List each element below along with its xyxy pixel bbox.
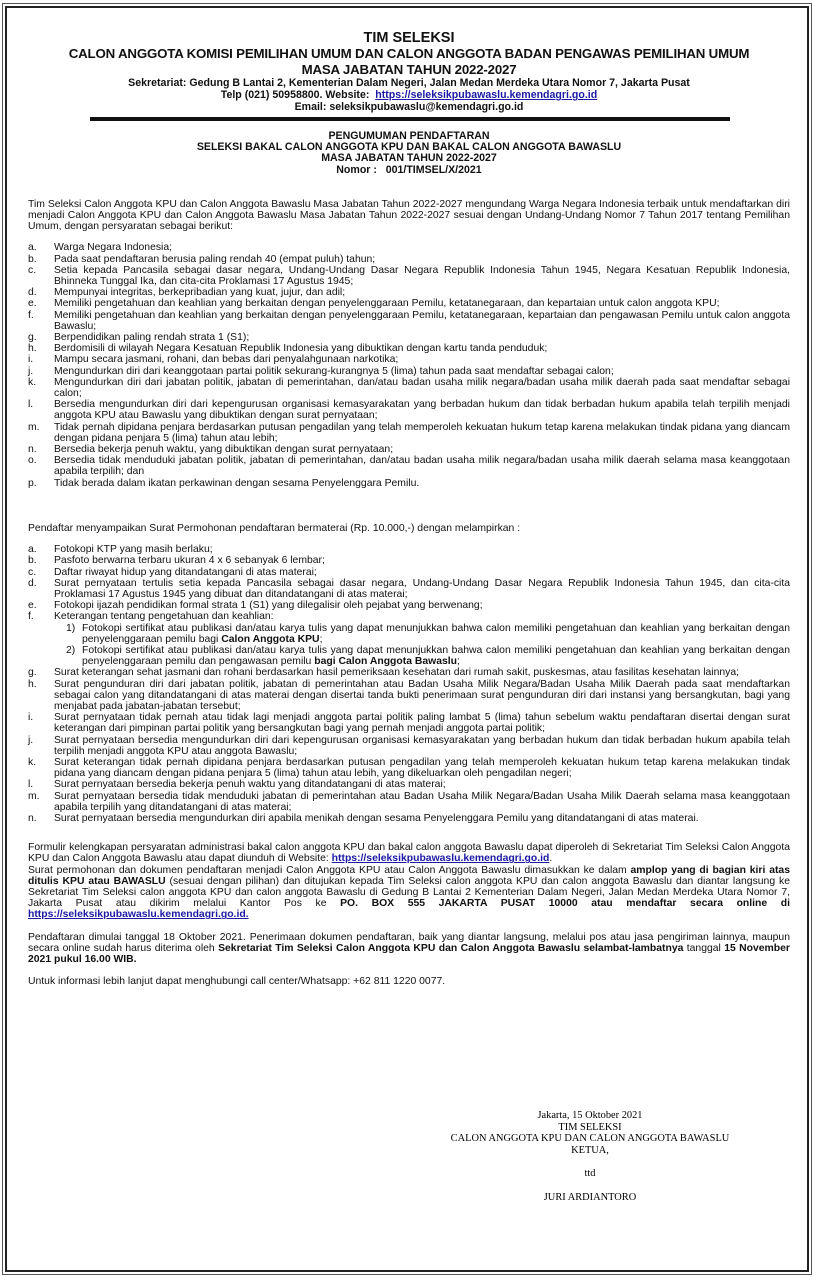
list-marker: a. xyxy=(28,544,37,556)
letterhead-address: Sekretariat: Gedung B Lantai 2, Kementerian Dalam Negeri, Jalan Medan Merdeka Utara Nomor 7, Jakarta Pusat xyxy=(128,77,690,89)
list-text: Fotokopi KTP yang masih berlaku; xyxy=(54,544,213,556)
list-text: Bersedia mengundurkan diri dari kepengurusan organisasi kemasyarakatan yang berbadan hukum dan tidak berbadan hukum apabila telah terpilih menjadi anggota KPU atau Bawaslu yang dibuktikan dengan surat pernyataan; xyxy=(54,399,790,422)
list-text: Daftar riwayat hidup yang ditandatangani di atas materai; xyxy=(54,566,317,578)
list-item xyxy=(28,242,790,253)
sub-list-tail: ; xyxy=(457,656,460,668)
letterhead-title: TIM SELEKSI xyxy=(363,30,455,46)
announcement-title: PENGUMUMAN PENDAFTARAN xyxy=(328,130,490,142)
sub-list-item xyxy=(66,645,790,667)
list-item xyxy=(28,254,790,265)
list-item xyxy=(28,298,790,309)
list-marker: k. xyxy=(28,376,37,388)
letterhead-subtitle: CALON ANGGOTA KOMISI PEMILIHAN UMUM DAN CALON ANGGOTA BADAN PENGAWAS PEMILIHAN UMUM xyxy=(68,46,750,61)
list-marker: i. xyxy=(28,712,34,724)
list-text: Mempunyai integritas, berkepribadian yang kuat, jujur, dan adil; xyxy=(54,287,346,299)
list-item xyxy=(28,779,790,790)
letterhead xyxy=(28,30,790,113)
list-text: Mengundurkan diri dari keanggotaan partai politik sekurang-kurangnya 5 (lima) tahun pada saat mendaftar sebagai calon; xyxy=(54,365,614,377)
list-item xyxy=(28,455,790,477)
sub-list xyxy=(54,623,790,668)
list-marker: j. xyxy=(28,365,34,377)
list-text: Setia kepada Pancasila sebagai dasar negara, Undang-Undang Dasar Negara Republik Indonesia Tahun 1945, Negara Kesatuan Republik Indonesia, Bhinneka Tunggal Ika, dan cita-cita Proklamasi 17 Agustus 1945; xyxy=(54,264,790,288)
list-marker: k. xyxy=(28,756,37,768)
letterhead-divider xyxy=(90,117,730,121)
submission-paragraph xyxy=(28,865,790,921)
list-item xyxy=(28,265,790,287)
submission-text-2: (sesuai dengan pilihan) dan ditujukan kepada Tim Seleksi calon anggota KPU dan calon anggota Bawaslu dan diantar langsung ke Sekretariat Tim Seleksi calon anggota KPU dan calon anggota Bawaslu di Gedung B Lantai 2 Kementerian Dalam Negeri, Jalan Medan Merdeka Utara Nomor 7, Jakarta Pusat atau dikirim melalui Kantor Pos ke xyxy=(28,875,790,910)
list-text: Pada saat pendaftaran berusia paling rendah 40 (empat puluh) tahun; xyxy=(54,253,376,265)
list-text: Mampu secara jasmani, rohani, dan bebas dari penyalahgunaan narkotika; xyxy=(54,354,399,366)
list-marker: m. xyxy=(28,421,40,433)
signature-ttd: ttd xyxy=(584,1168,596,1179)
list-marker: c. xyxy=(28,566,37,578)
list-marker: c. xyxy=(28,264,37,276)
document-page xyxy=(28,22,790,987)
list-item xyxy=(28,422,790,444)
sub-list-marker: 2) xyxy=(66,644,76,656)
list-text: Tidak berada dalam ikatan perkawinan dengan sesama Penyelenggara Pemilu. xyxy=(54,477,420,489)
announcement-heading xyxy=(28,131,790,176)
list-item xyxy=(28,444,790,455)
list-item xyxy=(28,287,790,298)
announcement-period: MASA JABATAN TAHUN 2022-2027 xyxy=(321,152,497,165)
list-text: Tidak pernah dipidana penjara berdasarkan putusan pengadilan yang telah memperoleh kekuatan hukum tetap karena melakukan tindak pidana yang diancam dengan pidana penjara 5 (lima) tahun atau lebih; xyxy=(54,421,790,444)
sub-list-bold: Calon Anggota KPU xyxy=(221,633,320,645)
sub-list-tail: ; xyxy=(319,633,323,645)
letterhead-email: Email: seleksikpubawaslu@kemendagri.go.id xyxy=(294,101,524,113)
list-marker: e. xyxy=(28,298,37,310)
list-text: Bersedia tidak menduduki jabatan politik, jabatan di pemerintahan, dan/atau badan usaha milik negara/badan usaha milik daerah selama masa keanggotaan apabila terpilih; dan xyxy=(54,455,790,478)
list-item xyxy=(28,679,790,713)
list-marker: i. xyxy=(28,354,34,366)
list-text: Warga Negara Indonesia; xyxy=(54,242,173,254)
list-marker: g. xyxy=(28,667,37,679)
list-item xyxy=(28,757,790,779)
signature-role: KETUA, xyxy=(571,1144,609,1156)
list-marker: h. xyxy=(28,343,37,355)
list-marker: f. xyxy=(28,309,34,321)
list-marker: h. xyxy=(28,678,37,690)
sub-list-text: Fotokopi sertifikat atau publikasi dan/atau karya tulis yang dapat menunjukkan bahwa calon memiliki pengetahuan dan keahlian yang berkaitan dengan penyelenggaraan pemilu dan pengawasan pemilu xyxy=(82,644,790,668)
list-item xyxy=(28,667,790,678)
list-item xyxy=(28,813,790,824)
list-marker: f. xyxy=(28,611,34,623)
letterhead-website-link[interactable]: https://seleksikpubawaslu.kemendagri.go.id xyxy=(375,89,598,101)
list-marker: n. xyxy=(28,444,37,456)
submission-website-link[interactable]: https://seleksikpubawaslu.kemendagri.go.id. xyxy=(28,909,249,921)
list-text: Surat pernyataan bersedia tidak menduduki jabatan di pemerintahan atau Badan Usaha Milik Negara/Badan Usaha Milik Daerah selama masa keanggotaan apabila terpilih yang ditandatangani di atas materai; xyxy=(54,790,790,813)
list-item xyxy=(28,578,790,600)
forms-text: Formulir kelengkapan persyaratan administrasi bakal calon anggota KPU dan bakal calon anggota Bawaslu dapat diperoleh di Sekretariat Tim Seleksi Calon Anggota KPU dan Calon Anggota Bawaslu atau dapat diunduh di Website: xyxy=(28,842,790,865)
list-item xyxy=(28,735,790,757)
list-text: Berpendidikan paling rendah strata 1 (S1); xyxy=(54,332,250,344)
list-text: Keterangan tentang pengetahuan dan keahlian: xyxy=(54,611,274,623)
schedule-paragraph xyxy=(28,932,790,966)
schedule-text-2: tanggal xyxy=(683,942,725,954)
list-text: Surat pernyataan bersedia mengundurkan diri apabila menikah dengan sesama Penyelenggara Pemilu yang ditandatangani di atas materai. xyxy=(54,812,699,824)
list-item xyxy=(28,712,790,734)
schedule-text-1: Pendaftaran dimulai tanggal 18 Oktober 2021. Penerimaan dokumen pendaftaran, baik yang diantar langsung, melalui pos atau jasa pengiriman lainnya, maupun secara online sudah harus diterima oleh xyxy=(28,931,790,954)
list-marker: m. xyxy=(28,790,40,802)
sub-list-marker: 1) xyxy=(66,622,76,634)
list-marker: d. xyxy=(28,287,37,299)
list-marker: n. xyxy=(28,812,37,824)
list-text: Fotokopi ijazah pendidikan formal strata 1 (S1) yang dilegalisir oleh pejabat yang berwenang; xyxy=(54,600,483,612)
sub-list-text: Fotokopi sertifikat atau publikasi dan/atau karya tulis yang dapat menunjukkan bahwa calon memiliki pengetahuan dan keahlian yang berkaitan dengan penyelenggaraan pemilu bagi xyxy=(82,622,790,645)
submission-text-1: Surat permohonan dan dokumen pendaftaran menjadi Calon Anggota KPU atau Calon Anggota Bawaslu dimasukkan ke dalam xyxy=(28,864,631,876)
sub-list-item xyxy=(66,623,790,645)
submission-bold-1: amplop yang di bagian kiri atas ditulis KPU atau BAWASLU xyxy=(28,864,790,887)
list-marker: b. xyxy=(28,253,37,265)
signature-org-1: TIM SELEKSI xyxy=(558,1121,622,1133)
letterhead-period: MASA JABATAN TAHUN 2022-2027 xyxy=(301,61,517,77)
contact-paragraph: Untuk informasi lebih lanjut dapat menghubungi call center/Whatsapp: +62 811 1220 0077. xyxy=(28,976,446,988)
list-marker: b. xyxy=(28,555,37,567)
list-item xyxy=(28,343,790,354)
forms-website-link[interactable]: https://seleksikpubawaslu.kemendagri.go.id xyxy=(331,853,550,865)
schedule-bold-1: Sekretariat Tim Seleksi Calon Anggota KPU dan Calon Anggota Bawaslu selambat-lambatnya xyxy=(218,942,684,954)
requirements-list xyxy=(28,242,790,488)
list-item xyxy=(28,567,790,578)
list-text: Surat pernyataan bersedia bekerja penuh waktu yang ditandatangani di atas materai; xyxy=(54,779,446,791)
signature-org-2: CALON ANGGOTA KPU DAN CALON ANGGOTA BAWASLU xyxy=(450,1133,730,1144)
list-item xyxy=(28,354,790,365)
list-text: Surat pernyataan tidak pernah atau tidak lagi menjadi anggota partai politik paling lambat 5 (lima) tahun sebelum waktu pendaftaran disertai dengan surat keterangan dari pimpinan partai politik yang bersangkutan bagi yang pernah menjadi anggota partai politik; xyxy=(54,712,790,735)
list-text: Berdomisili di wilayah Negara Kesatuan Republik Indonesia yang dibuktikan dengan kartu tanda penduduk; xyxy=(54,343,548,355)
list-marker: g. xyxy=(28,332,37,344)
list-marker: p. xyxy=(28,477,37,489)
announcement-number: Nomor : 001/TIMSEL/X/2021 xyxy=(336,163,482,176)
attachments-list xyxy=(28,544,790,824)
list-item xyxy=(28,611,790,667)
list-text: Surat keterangan sehat jasmani dan rohani berdasarkan hasil pemeriksaan kesehatan dari rumah sakit, puskesmas, atau fasilitas kesehatan lainnya; xyxy=(54,667,740,679)
list-item xyxy=(28,366,790,377)
signature-block xyxy=(430,1110,750,1203)
list-item xyxy=(28,377,790,399)
list-item xyxy=(28,791,790,813)
list-item xyxy=(28,332,790,343)
list-text: Pasfoto berwarna terbaru ukuran 4 x 6 sebanyak 6 lembar; xyxy=(54,555,325,567)
letterhead-phone: Telp (021) 50958800. Website: xyxy=(220,89,370,101)
sub-list-bold: bagi Calon Anggota Bawaslu xyxy=(314,656,458,668)
list-text: Memiliki pengetahuan dan keahlian yang berkaitan dengan penyelenggaraan Pemilu, ketatanegaraan, kepartaian dan pengawasan Pemilu untuk calon anggota Bawaslu; xyxy=(54,309,790,332)
list-text: Memiliki pengetahuan dan keahlian yang berkaitan dengan penyelenggaraan Pemilu, ketatanegaraan, dan kepartaian untuk calon anggota KPU; xyxy=(54,298,720,310)
list-marker: j. xyxy=(28,734,34,746)
list-text: Surat keterangan tidak pernah dipidana penjara berdasarkan putusan pengadilan yang telah memperoleh kekuatan hukum tetap karena melakukan tindak pidana yang diancam dengan pidana penjara 5 (lima) tahun atau lebih, yang dikeluarkan oleh pengadilan negeri; xyxy=(54,756,790,780)
list-item xyxy=(28,555,790,566)
list-text: Surat pengunduran diri dari jabatan politik, jabatan di pemerintahan atau Badan Usaha Milik Negara/Badan Usaha Milik Daerah pada saat mendaftarkan sebagai calon yang ditandatangani di atas materai dengan disertai tanda bukti penerimaan surat pengunduran diri dari instansi yang bersangkutan, bagi yang menjabat pada jabatan-jabatan tersebut; xyxy=(54,678,790,712)
list-marker: a. xyxy=(28,242,37,254)
list-marker: d. xyxy=(28,577,37,589)
list-marker: e. xyxy=(28,600,37,612)
list-text: Mengundurkan diri dari jabatan politik, jabatan di pemerintahan, dan/atau badan usaha milik negara/badan usaha milik daerah pada saat mendaftar sebagai calon; xyxy=(54,376,790,400)
list-item xyxy=(28,399,790,421)
forms-paragraph xyxy=(28,842,790,864)
list-item xyxy=(28,600,790,611)
schedule-bold-2: 15 November 2021 pukul 16.00 WIB. xyxy=(28,942,790,965)
attachments-intro: Pendaftar menyampaikan Surat Permohonan pendaftaran bermaterai (Rp. 10.000,-) dengan melampirkan : xyxy=(28,522,521,534)
forms-tail: . xyxy=(549,853,553,865)
letterhead-contact xyxy=(28,89,790,101)
intro-paragraph: Tim Seleksi Calon Anggota KPU dan Calon Anggota Bawaslu Masa Jabatan Tahun 2022-2027 mengundang Warga Negara Indonesia terbaik untuk mendaftarkan diri menjadi Calon Anggota KPU dan Calon Anggota Bawaslu Masa Jabatan Tahun 2022-2027 sesuai dengan Undang-Undang Nomor 7 Tahun 2017 tentang Pemilihan Umum, dengan persyaratan sebagai berikut: xyxy=(28,198,790,233)
list-marker: o. xyxy=(28,455,37,467)
list-text: Surat pernyataan bersedia mengundurkan diri dari kepengurusan organisasi kemasyarakatan yang berbadan hukum dan tidak berbadan hukum apabila telah terpilih menjadi anggota KPU atau anggota Bawaslu; xyxy=(54,734,790,757)
list-item xyxy=(28,478,790,489)
signature-place-date: Jakarta, 15 Oktober 2021 xyxy=(537,1110,643,1121)
list-text: Bersedia bekerja penuh waktu, yang dibuktikan dengan surat pernyataan; xyxy=(54,444,394,456)
list-item xyxy=(28,544,790,555)
submission-bold-2: PO. BOX 555 JAKARTA PUSAT 10000 atau mendaftar secara online di xyxy=(340,898,790,910)
list-marker: l. xyxy=(28,779,34,791)
announcement-subtitle: SELEKSI BAKAL CALON ANGGOTA KPU DAN BAKAL CALON ANGGOTA BAWASLU xyxy=(196,141,622,154)
signature-name: JURI ARDIANTORO xyxy=(543,1191,637,1203)
list-item xyxy=(28,310,790,332)
list-text: Surat pernyataan tertulis setia kepada Pancasila sebagai dasar negara, Undang-Undang Dasar Negara Republik Indonesia Tahun 1945, dan cita-cita Proklamasi 17 Agustus 1945 yang dibuat dan ditandatangani di atas materai; xyxy=(54,577,790,600)
list-marker: l. xyxy=(28,399,34,411)
